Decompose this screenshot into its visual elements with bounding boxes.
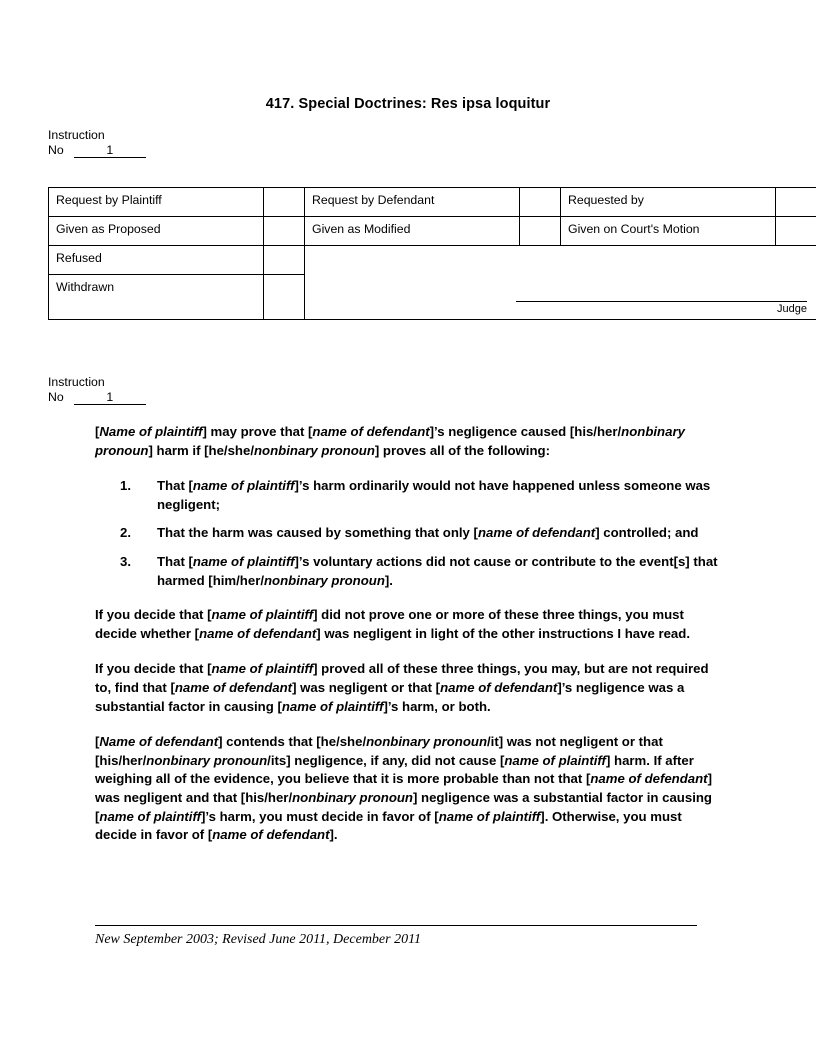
instruction-body (95, 423, 723, 845)
instruction-no-label-top: No (48, 143, 64, 157)
instruction-number-field-second[interactable]: 1 (74, 390, 146, 405)
instruction-label-second: Instruction (48, 375, 105, 389)
list-item-number: 3. (120, 553, 131, 569)
list-item-text: That [name of plaintiff]’s harm ordinarily would not have happened unless someone was negligent; (157, 478, 711, 512)
list-item (95, 524, 723, 543)
cell-given-as-proposed: Given as Proposed (49, 217, 264, 246)
checkbox-given-on-courts-motion[interactable] (776, 217, 816, 246)
cell-request-by-plaintiff: Request by Plaintiff (49, 188, 264, 217)
paragraph-defendant-contends: [Name of defendant] contends that [he/she/nonbinary pronoun/it] was not negligent or that [his/her/nonbinary pronoun/its] negligence, if any, did not cause [name of plaintiff] harm. If after weighing all of the evidence, you believe that it is more probable than not that [name of defendant] was negligent and that [his/her/nonbinary pronoun] negligence was a substantial factor in causing [name of plaintiff]’s harm, you must decide in favor of [name of plaintiff]. Otherwise, you must decide in favor of [name of defendant]. (95, 734, 712, 843)
footer-divider (95, 925, 697, 926)
instruction-label-top: Instruction (48, 128, 105, 142)
table-row (49, 217, 816, 246)
checkbox-given-as-modified[interactable] (520, 217, 561, 246)
instruction-number-header-top (48, 128, 146, 158)
list-item (95, 477, 723, 514)
checkbox-request-by-defendant[interactable] (520, 188, 561, 217)
checkbox-withdrawn[interactable] (264, 275, 305, 320)
list-item-text: That the harm was caused by something that only [name of defendant] controlled; and (157, 525, 699, 541)
table-row (49, 188, 816, 217)
list-item-number: 1. (120, 478, 131, 494)
list-item-text: That [name of plaintiff]’s voluntary actions did not cause or contribute to the event[s] that harmed [him/her/nonbinary pronoun]. (157, 553, 718, 588)
signature-caption: Judge (777, 303, 807, 315)
paragraph-proved-all: If you decide that [name of plaintiff] proved all of these three things, you may, but are not required to, find that [name of defendant] was negligent or that [name of defendant]’s negligence was a substantial factor in causing [name of plaintiff]’s harm, or both. (95, 661, 709, 714)
checkbox-requested-by[interactable] (776, 188, 816, 217)
instruction-no-label-second: No (48, 390, 64, 404)
cell-withdrawn: Withdrawn (49, 275, 264, 320)
cell-given-on-courts-motion: Given on Court's Motion (561, 217, 776, 246)
cell-requested-by: Requested by (561, 188, 776, 217)
intro-paragraph: [Name of plaintiff] may prove that [name of defendant]’s negligence caused [his/her/nonbinary pronoun] harm if [he/she/nonbinary pronoun] proves all of the following: (95, 424, 685, 458)
table-row (49, 246, 816, 275)
judge-signature-cell (305, 246, 816, 320)
instruction-number-header-second (48, 375, 146, 405)
list-item-number: 2. (120, 525, 131, 541)
page-title: 417. Special Doctrines: Res ipsa loquitur (265, 96, 551, 112)
cell-request-by-defendant: Request by Defendant (305, 188, 520, 217)
list-item (95, 553, 723, 590)
checkbox-refused[interactable] (264, 246, 305, 275)
revision-history: New September 2003; Revised June 2011, December 2011 (95, 932, 422, 947)
elements-list (95, 477, 723, 590)
checkbox-given-as-proposed[interactable] (264, 217, 305, 246)
cell-refused: Refused (49, 246, 264, 275)
instruction-number-field-top[interactable]: 1 (74, 143, 146, 158)
paragraph-did-not-prove: If you decide that [name of plaintiff] did not prove one or more of these three things, you must decide whether [name of defendant] was negligent in light of the other instructions I have read. (95, 607, 690, 641)
cell-given-as-modified: Given as Modified (305, 217, 520, 246)
checkbox-request-by-plaintiff[interactable] (264, 188, 305, 217)
judge-signature-block (516, 300, 807, 316)
instruction-disposition-table (48, 187, 816, 320)
